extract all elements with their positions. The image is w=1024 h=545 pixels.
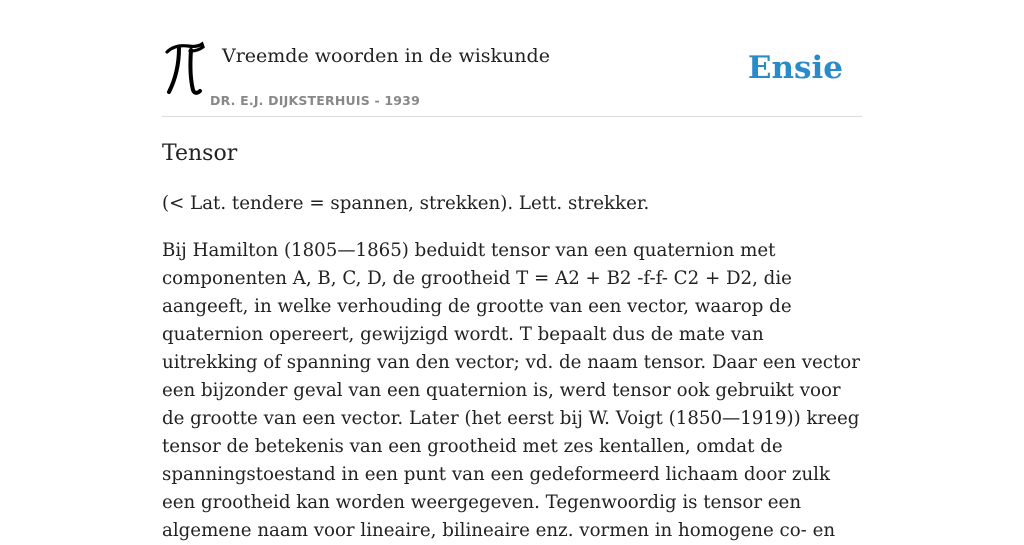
entry-title: Tensor [162,141,238,166]
header [162,0,862,117]
book-title[interactable]: Vreemde woorden in de wiskunde [222,45,550,67]
entry-etymology: (< Lat. tendere = spannen, strekken). Lett. strekker. [162,193,650,214]
book-author: DR. E.J. DIJKSTERHUIS - 1939 [210,93,420,108]
entry-body: Bij Hamilton (1805—1865) beduidt tensor van een quaternion met componenten A, B, C, D, de grootheid T = A2 + B2 -f-f- C2 + D2, die aangeeft, in welke verhouding de grootte van een vector, waarop de quaternion opereert, gewijzigd wordt. T bepaalt dus de mate van uitrekking of spanning van den vector; vd. de naam tensor. Daar een vector een bijzonder geval van een quaternion is, werd tensor ook gebruikt voor de grootte van een vector. Later (het eerst bij W. Voigt (1850—1919)) kreeg tensor de betekenis van een grootheid met zes kentallen, omdat de spanningstoestand in een punt van een gedeformeerd lichaam door zulk een grootheid kan worden weergegeven. Tegenwoordig is tensor een algemene naam voor lineaire, bilineaire enz. vormen in homogene co- en [162,240,860,541]
pi-symbol-icon[interactable] [164,42,204,98]
brand-logo[interactable]: Ensie [747,50,843,86]
entry-content [162,138,862,545]
